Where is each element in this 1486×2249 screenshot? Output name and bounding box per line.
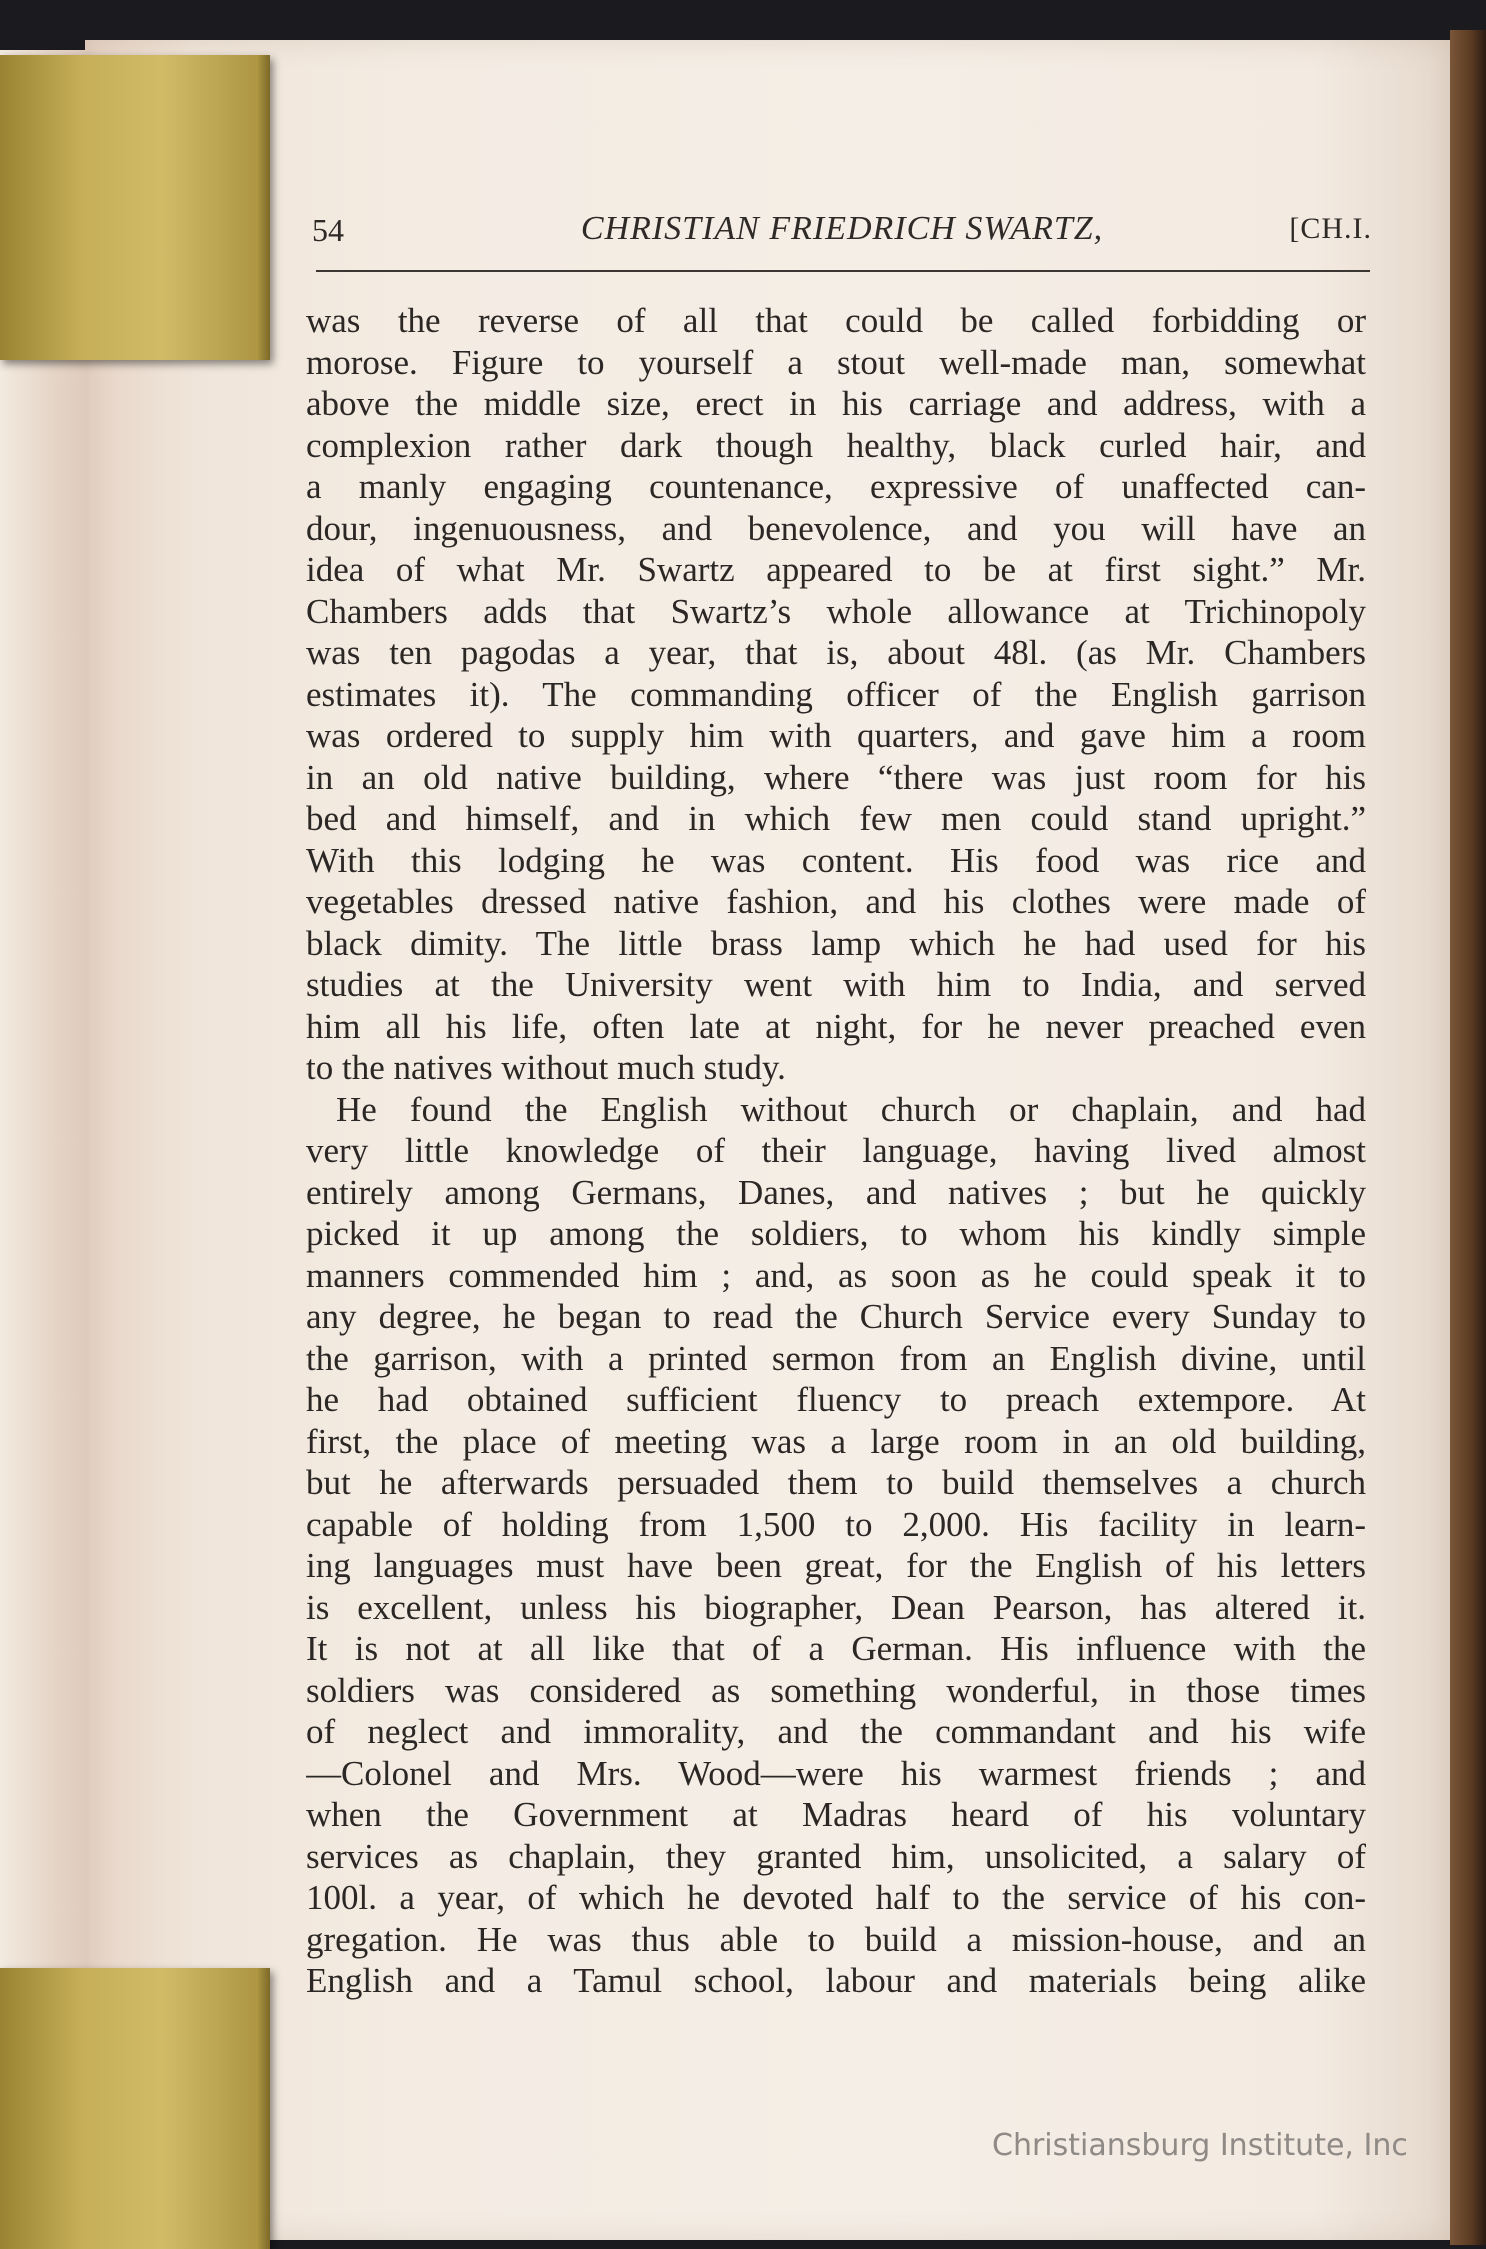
text-line: was ordered to supply him with quarters, and gave him a room	[306, 716, 1366, 755]
text-line: entirely among Germans, Danes, and natives ; but he quickly	[306, 1172, 1366, 1212]
text-line: bed and himself, and in which few men could stand upright.”	[306, 799, 1366, 838]
text-line: He found the English without church or chaplain, and had	[336, 1089, 1366, 1129]
page-header	[312, 208, 1372, 268]
text-line: dour, ingenuousness, and benevolence, and you will have an	[306, 508, 1366, 548]
text-line: Chambers adds that Swartz’s whole allowance at Trichinopoly	[306, 591, 1366, 631]
text-line: soldiers was considered as something wonderful, in those times	[306, 1670, 1366, 1710]
page-tab-top	[0, 55, 270, 360]
page-tab-bottom	[0, 1968, 270, 2249]
text-line: complexion rather dark though healthy, black curled hair, and	[306, 425, 1366, 465]
text-line: vegetables dressed native fashion, and his clothes were made of	[306, 882, 1366, 921]
text-line: in an old native building, where “there was just room for his	[306, 757, 1366, 797]
text-line: services as chaplain, they granted him, unsolicited, a salary of	[306, 1836, 1366, 1876]
text-line: estimates it). The commanding officer of the English garrison	[306, 674, 1366, 714]
running-title: CHRISTIAN FRIEDRICH SWARTZ,	[580, 210, 1104, 247]
text-line: It is not at all like that of a German. His influence with the	[306, 1629, 1366, 1668]
body-text	[306, 300, 1366, 2002]
text-line: morose. Figure to yourself a stout well-made man, somewhat	[306, 342, 1366, 382]
text-line: ing languages must have been great, for the English of his letters	[306, 1546, 1366, 1585]
text-line: was the reverse of all that could be called forbidding or	[306, 301, 1366, 340]
text-line: to the natives without much study.	[306, 1048, 786, 1087]
text-line: of neglect and immorality, and the commandant and his wife	[306, 1712, 1366, 1751]
book-cover-edge	[1450, 30, 1486, 2245]
chapter-mark: [CH.I.	[1289, 212, 1372, 245]
text-line: first, the place of meeting was a large room in an old building,	[306, 1421, 1366, 1461]
watermark: Christiansburg Institute, Inc	[992, 2128, 1408, 2163]
text-line: English and a Tamul school, labour and materials being alike	[306, 1961, 1366, 2000]
text-line: was ten pagodas a year, that is, about 48l. (as Mr. Chambers	[306, 633, 1366, 672]
text-line: but he afterwards persuaded them to build themselves a church	[306, 1463, 1366, 1502]
text-line: picked it up among the soldiers, to whom his kindly simple	[306, 1214, 1366, 1253]
text-line: black dimity. The little brass lamp which he had used for his	[306, 923, 1366, 963]
text-line: With this lodging he was content. His food was rice and	[306, 840, 1366, 880]
text-line: when the Government at Madras heard of his voluntary	[306, 1795, 1366, 1834]
text-line: 100l. a year, of which he devoted half to the service of his con-	[306, 1878, 1366, 1917]
text-line: any degree, he began to read the Church Service every Sunday to	[306, 1297, 1366, 1336]
page-number: 54	[312, 212, 344, 248]
text-line: above the middle size, erect in his carriage and address, with a	[306, 384, 1366, 423]
text-line: studies at the University went with him to India, and served	[306, 965, 1366, 1004]
text-line: —Colonel and Mrs. Wood—were his warmest friends ; and	[306, 1753, 1366, 1793]
text-line: gregation. He was thus able to build a mission-house, and an	[306, 1919, 1366, 1959]
text-line: very little knowledge of their language, having lived almost	[306, 1131, 1366, 1170]
text-line: is excellent, unless his biographer, Dean Pearson, has altered it.	[306, 1587, 1366, 1627]
text-line: he had obtained sufficient fluency to preach extempore. At	[306, 1380, 1366, 1419]
text-line: capable of holding from 1,500 to 2,000. His facility in learn-	[306, 1504, 1366, 1544]
text-line: the garrison, with a printed sermon from an English divine, until	[306, 1338, 1366, 1378]
text-line: a manly engaging countenance, expressive of unaffected can-	[306, 467, 1366, 506]
header-rule	[316, 270, 1370, 272]
text-line: manners commended him ; and, as soon as he could speak it to	[306, 1255, 1366, 1295]
text-line: him all his life, often late at night, for he never preached even	[306, 1006, 1366, 1046]
text-line: idea of what Mr. Swartz appeared to be at first sight.” Mr.	[306, 550, 1366, 589]
